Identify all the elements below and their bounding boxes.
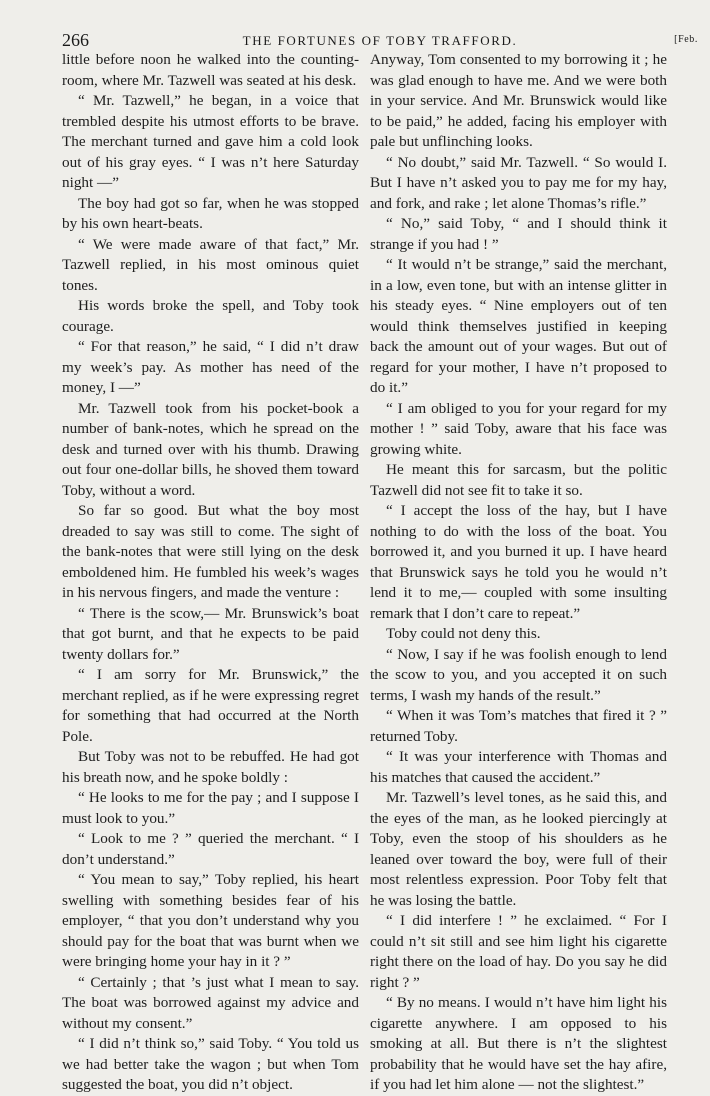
paragraph: “ Look to me ? ” queried the merchant. “ I don’t understand.” — [62, 830, 359, 868]
running-month: [Feb. — [674, 34, 698, 45]
paragraph: But Toby was not to be rebuffed. He had got his breath now, and he spoke boldly : — [62, 748, 359, 786]
page-number: 266 — [62, 30, 89, 50]
paragraph: “ Certainly ; that ’s just what I mean to say. The boat was borrowed against my advice and without my consent.” — [62, 973, 359, 1032]
paragraph: Mr. Tazwell’s level tones, as he said this, and the eyes of the man, as he looked piercingly at Toby, even the stoop of his shoulders as he leaned over toward the boy, were full of their most relentless expression. Poor Toby felt that he was losing the battle. — [370, 789, 667, 909]
paragraph: “ When it was Tom’s matches that fired it ? ” returned Toby. — [370, 707, 667, 745]
paragraph: Toby could not deny this. — [386, 625, 541, 642]
paragraph: “ You mean to say,” Toby replied, his heart swelling with something besides fear of his employer, “ that you don’t understand why you should pay for the boat that was burnt when we were bringing home your hay in it ? ” — [62, 871, 359, 970]
left-text-column — [62, 50, 359, 1096]
paragraph: “ I am sorry for Mr. Brunswick,” the merchant replied, as if he were expressing regret for something that had occurred at the North Pole. — [62, 666, 359, 745]
paragraph: “ There is the scow,— Mr. Brunswick’s boat that got burnt, and that he expects to be paid twenty dollars for.” — [62, 604, 359, 663]
paragraph: “ By no means. I would n’t have him light his cigarette anywhere. I am opposed to his smoking at all. But there is n’t the slightest probability that he would have set the hay afire, if you had let him alone — not the slightest.” — [370, 994, 667, 1093]
paragraph: “ No doubt,” said Mr. Tazwell. “ So would I. But I have n’t asked you to pay me for my hay, and fork, and rake ; let alone Thomas’s rifle.” — [370, 153, 667, 212]
right-text-column — [370, 50, 667, 1096]
paragraph: “ I did interfere ! ” he exclaimed. “ For I could n’t sit still and see him light his cigarette right there on the load of hay. Do you say he did right ? ” — [370, 912, 667, 991]
paragraph: The boy had got so far, when he was stopped by his own heart-beats. — [62, 194, 359, 232]
paragraph: “ I accept the loss of the hay, but I have nothing to do with the loss of the boat. You borrowed it, and you burned it up. I have heard that Brunswick says he told you he would n’t lend it to me,— coupled with some insulting remark that I don’t care to repeat.” — [370, 502, 667, 622]
paragraph: “ It was your interference with Thomas and his matches that caused the accident.” — [370, 748, 667, 786]
page-header — [62, 30, 698, 50]
paragraph: “ For that reason,” he said, “ I did n’t draw my week’s pay. As mother has need of the money, I —” — [62, 338, 359, 396]
paragraph: Mr. Tazwell took from his pocket-book a number of bank-notes, which he spread on the desk and turned over with his thumb. Drawing out four one-dollar bills, he shoved them toward Toby, without a word. — [62, 399, 359, 499]
paragraph: His words broke the spell, and Toby took courage. — [62, 297, 359, 335]
paragraph: He meant this for sarcasm, but the politic Tazwell did not see fit to take it so. — [370, 461, 667, 499]
paragraph: little before noon he walked into the counting-room, where Mr. Tazwell was seated at his desk. — [62, 51, 359, 89]
paragraph: “ Now, I say if he was foolish enough to lend the scow to you, and you accepted it on such terms, I wash my hands of the result.” — [370, 645, 667, 704]
paragraph: “ Mr. Tazwell,” he began, in a voice that trembled despite his utmost efforts to be brave. The merchant turned and gave him a cold look out of his gray eyes. “ I was n’t here Saturday night —” — [62, 92, 359, 191]
paragraph: “ I did n’t think so,” said Toby. “ You told us we had better take the wagon ; but when Tom suggested the boat, you did n’t object. — [62, 1035, 359, 1093]
paragraph: Anyway, Tom consented to my borrowing it ; he was glad enough to have me. And we were both in your service. And Mr. Brunswick would like to be paid,” he added, facing his employer with pale but unflinching looks. — [370, 51, 667, 150]
paragraph: “ He looks to me for the pay ; and I suppose I must look to you.” — [62, 789, 359, 827]
paragraph: “ We were made aware of that fact,” Mr. Tazwell replied, in his most ominous quiet tones. — [62, 235, 359, 294]
running-title: THE FORTUNES OF TOBY TRAFFORD. — [242, 33, 518, 48]
paragraph: So far so good. But what the boy most dreaded to say was still to come. The sight of the bank-notes that were still lying on the desk emboldened him. He fumbled his week’s wages in his nervous fingers, and made the venture : — [62, 502, 359, 601]
paragraph: “ It would n’t be strange,” said the merchant, in a low, even tone, but with an intense glitter in his steady eyes. “ Nine employers out of ten would think themselves justified in keeping back the amount out of your wages. But out of regard for your mother, I have n’t proposed to do it.” — [370, 256, 667, 396]
paragraph: “ I am obliged to you for your regard for my mother ! ” said Toby, aware that his face was growing white. — [370, 399, 667, 458]
paragraph: “ No,” said Toby, “ and I should think it strange if you had ! ” — [370, 215, 667, 253]
